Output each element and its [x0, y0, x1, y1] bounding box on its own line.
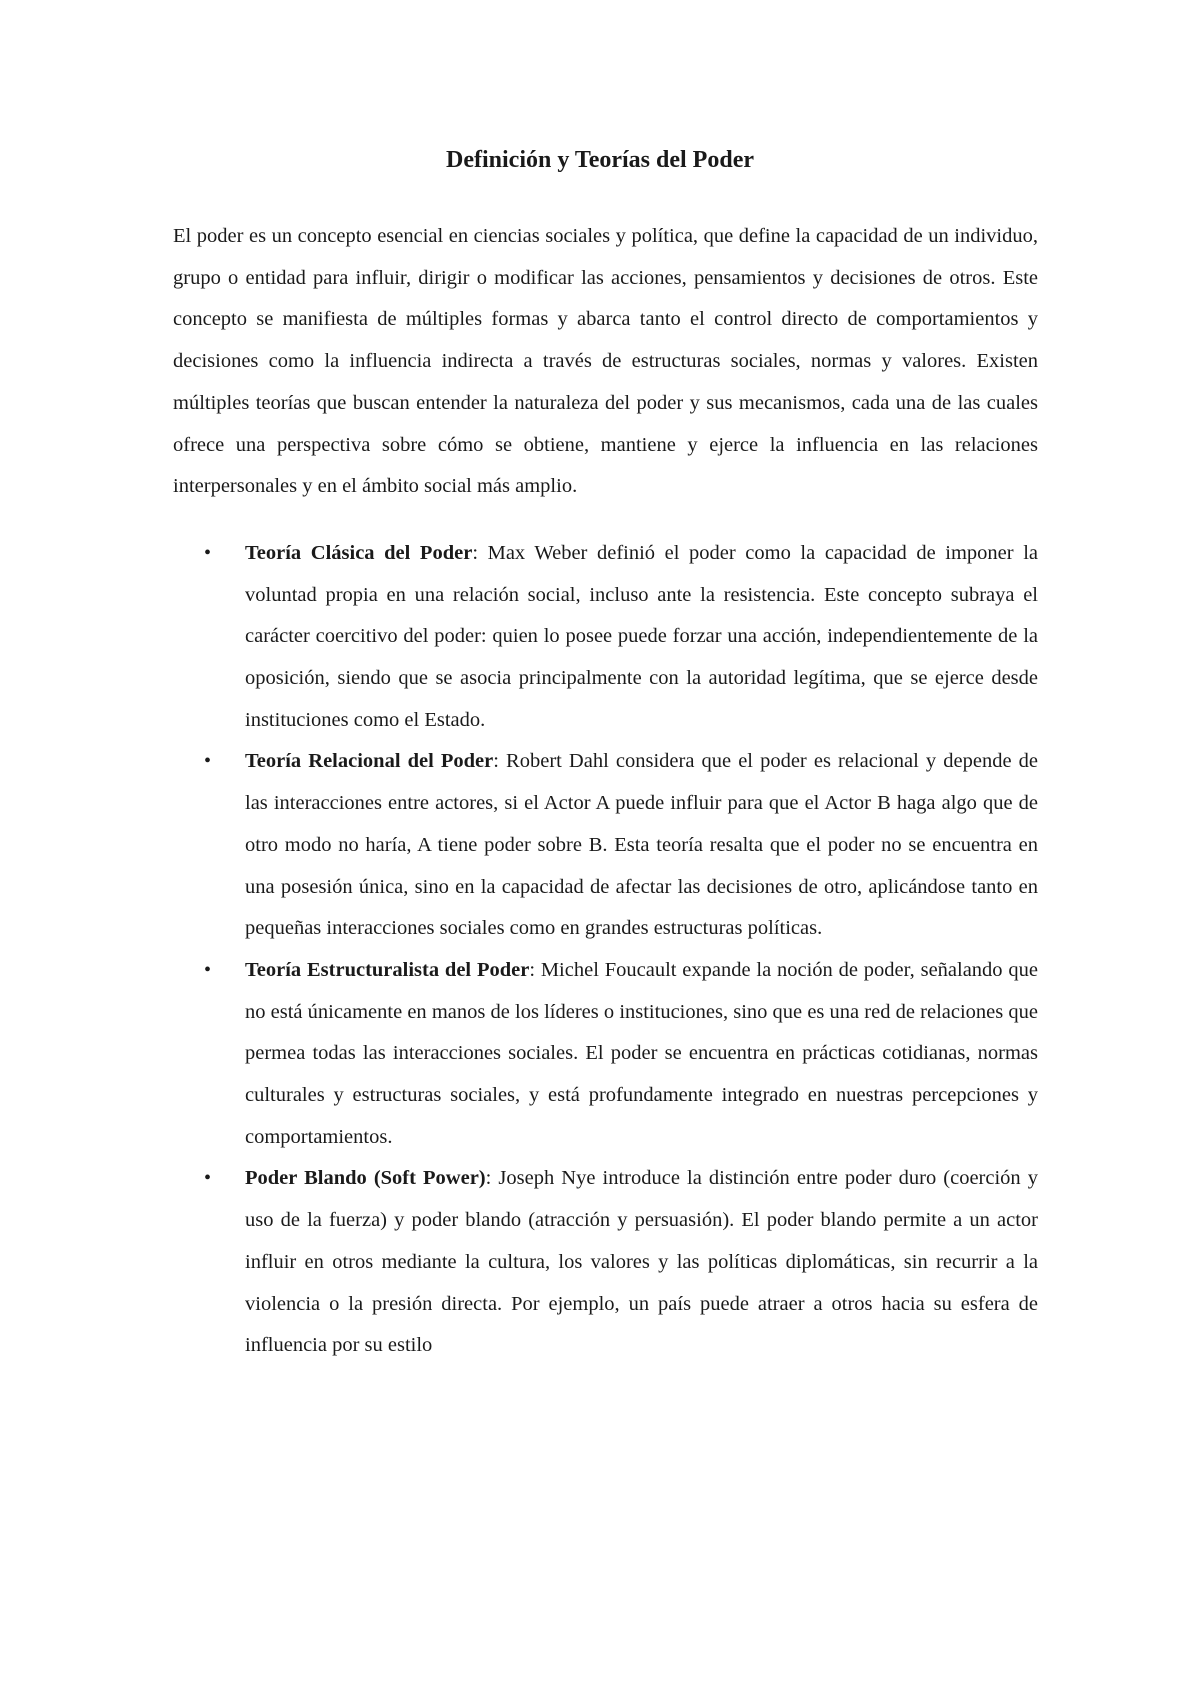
- theory-description: : Robert Dahl considera que el poder es relacional y depende de las interacciones entre actores, si el Actor A puede influir para que el Actor B haga algo que de otro modo no haría, A tiene poder sobre B. Esta teoría resalta que el poder no se encuentra en una posesión única, sino en la capacidad de afectar las decisiones de otro, aplicándose tanto en pequeñas interacciones sociales como en grandes estructuras políticas.: [245, 750, 1038, 940]
- page-title: Definición y Teorías del Poder: [446, 147, 754, 173]
- theory-description: : Michel Foucault expande la noción de poder, señalando que no está únicamente en manos de los líderes o instituciones, sino que es una red de relaciones que permea todas las interacciones sociales. El poder se encuentra en prácticas cotidianas, normas culturales y estructuras sociales, y está profundamente integrado en nuestras percepciones y comportamientos.: [245, 958, 1038, 1148]
- intro-paragraph: El poder es un concepto esencial en ciencias sociales y política, que define la capacidad de un individuo, grupo o entidad para influir, dirigir o modificar las acciones, pensamientos y decisiones de otros. Este concepto se manifiesta de múltiples formas y abarca tanto el control directo de comportamientos y decisiones como la influencia indirecta a través de estructuras sociales, normas y valores. Existen múltiples teorías que buscan entender la naturaleza del poder y sus mecanismos, cada una de las cuales ofrece una perspectiva sobre cómo se obtiene, mantiene y ejerce la influencia en las relaciones interpersonales y en el ámbito social más amplio.: [173, 225, 1038, 498]
- list-item-relational-theory: [173, 741, 1038, 950]
- bullet-icon: •: [204, 541, 212, 564]
- bullet-icon: •: [204, 1167, 212, 1190]
- document-body: [173, 216, 1038, 1367]
- list-item-classical-theory: [173, 533, 1038, 742]
- list-item-soft-power: [173, 1158, 1038, 1367]
- theories-list: [173, 533, 1038, 1367]
- bullet-icon: •: [204, 958, 212, 981]
- theory-term: Teoría Clásica del Poder: [245, 541, 473, 564]
- theory-term: Poder Blando (Soft Power): [245, 1167, 486, 1190]
- theory-description: : Joseph Nye introduce la distinción entre poder duro (coerción y uso de la fuerza) y poder blando (atracción y persuasión). El poder blando permite a un actor influir en otros mediante la cultura, los valores y las políticas diplomáticas, sin recurrir a la violencia o la presión directa. Por ejemplo, un país puede atraer a otros hacia su esfera de influencia por su estilo: [245, 1167, 1038, 1357]
- list-item-structuralist-theory: [173, 950, 1038, 1159]
- theory-description: : Max Weber definió el poder como la capacidad de imponer la voluntad propia en una relación social, incluso ante la resistencia. Este concepto subraya el carácter coercitivo del poder: quien lo posee puede forzar una acción, independientemente de la oposición, siendo que se asocia principalmente con la autoridad legítima, que se ejerce desde instituciones como el Estado.: [245, 541, 1038, 731]
- theory-term: Teoría Estructuralista del Poder: [245, 958, 530, 981]
- bullet-icon: •: [204, 750, 212, 773]
- theory-term: Teoría Relacional del Poder: [245, 750, 494, 773]
